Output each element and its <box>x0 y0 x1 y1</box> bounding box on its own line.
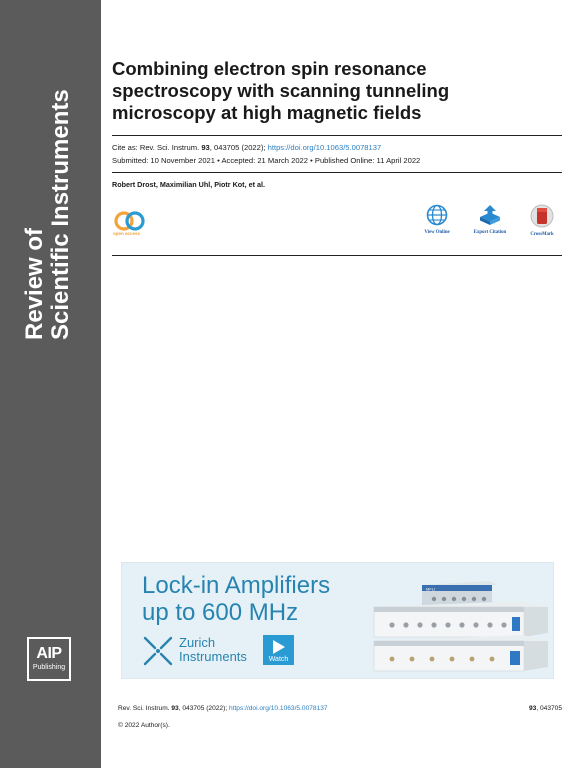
divider-top <box>112 135 562 136</box>
copyright-notice: © 2022 Author(s). <box>118 722 170 729</box>
view-online-button[interactable] <box>414 204 460 235</box>
open-access-label: open access <box>113 231 141 236</box>
watch-label: Watch <box>268 656 289 663</box>
aip-publishing-logo[interactable] <box>27 637 71 681</box>
view-online-label: View Online <box>424 230 450 235</box>
journal-name <box>22 20 74 340</box>
citation-line <box>112 142 562 154</box>
divider-middle <box>112 172 562 173</box>
footer-doi-link[interactable]: https://doi.org/10.1063/5.0078137 <box>228 705 328 712</box>
advertisement-banner[interactable] <box>121 562 554 679</box>
globe-icon <box>426 204 448 226</box>
export-citation-button[interactable] <box>467 204 513 235</box>
footer-cite-prefix: Rev. Sci. Instrum. <box>118 705 172 712</box>
play-icon <box>273 640 285 654</box>
export-citation-label: Export Citation <box>473 230 507 235</box>
aip-logo-text: AIP <box>36 645 62 662</box>
brand-line2: Instruments <box>179 649 247 664</box>
export-citation-icon <box>478 204 502 226</box>
doi-link[interactable]: https://doi.org/10.1063/5.0078137 <box>267 143 382 152</box>
brand-line1: Zurich <box>179 635 216 650</box>
aip-logo-subtext: Publishing <box>32 664 66 671</box>
device-label: MFLI <box>426 586 436 592</box>
footer-page-number <box>529 705 562 712</box>
crossmark-icon <box>530 204 554 228</box>
ad-headline-line1: Lock-in Amplifiers <box>142 572 331 599</box>
footer-page-article: , 043705 <box>536 705 562 712</box>
footer-page-volume: 93 <box>528 705 537 712</box>
journal-sidebar <box>0 0 101 768</box>
zurich-instruments-brand <box>179 636 247 664</box>
lock-in-amplifier-devices-image <box>372 571 552 677</box>
cite-rest: , 043705 (2022); <box>209 143 268 152</box>
crossmark-button[interactable] <box>519 204 565 237</box>
crossmark-label: CrossMark <box>530 232 554 237</box>
cite-prefix: Cite as: Rev. Sci. Instrum. <box>112 143 202 152</box>
cite-volume: 93 <box>201 143 210 152</box>
footer-cite-rest: , 043705 (2022); <box>178 705 229 712</box>
ad-headline-line2: up to 600 MHz <box>142 599 299 626</box>
zurich-instruments-logo-icon <box>142 635 174 667</box>
watch-video-button[interactable] <box>263 635 294 665</box>
divider-bottom <box>112 255 562 256</box>
author-list[interactable]: Robert Drost, Maximilian Uhl, Piotr Kot, et al. <box>112 180 265 189</box>
footer-citation <box>118 705 328 712</box>
publication-dates: Submitted: 10 November 2021 • Accepted: 21 March 2022 • Published Online: 11 April 2022 <box>112 156 421 165</box>
journal-name-line2: Scientific Instruments <box>47 89 74 340</box>
journal-name-line1: Review of <box>21 227 48 340</box>
footer-cite-volume: 93 <box>171 705 179 712</box>
article-title: Combining electron spin resonance spectroscopy with scanning tunneling microscopy at high magnetic fields <box>112 58 450 123</box>
